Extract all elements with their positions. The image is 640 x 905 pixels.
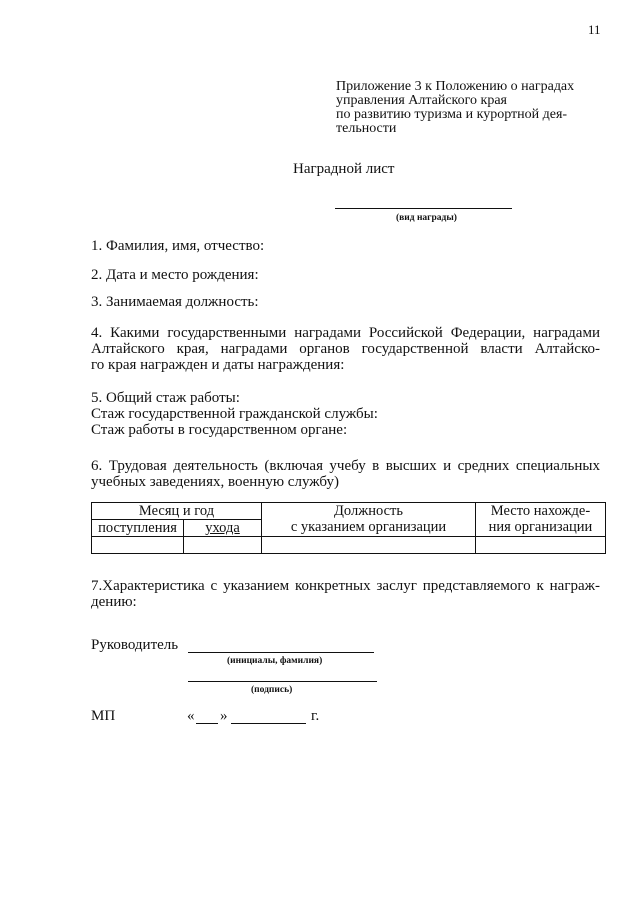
date-month-line[interactable] — [231, 723, 306, 724]
item-awards — [91, 325, 600, 373]
head-name-line[interactable] — [188, 652, 374, 653]
item-awards-line: Алтайского края, наградами органов государственной власти Алтайско- — [91, 341, 600, 357]
appendix-line: тельности — [336, 121, 397, 136]
item-work-line: учебных заведениях, военную службу) — [91, 474, 339, 490]
document-title: Наградной лист — [293, 161, 395, 177]
year-suffix: г. — [311, 708, 320, 724]
award-type-line — [335, 208, 512, 209]
header-position-line: Должность — [334, 503, 403, 519]
item-experience-line: Стаж государственной гражданской службы: — [91, 406, 378, 422]
initials-caption: (инициалы, фамилия) — [227, 656, 323, 666]
signature-line[interactable] — [188, 681, 377, 682]
header-exit-label: ухода — [205, 520, 240, 536]
item-characteristics-line: 7.Характеристика с указанием конкретных заслуг представляемого к награж- — [91, 578, 600, 594]
head-label: Руководитель — [91, 637, 179, 653]
appendix-line: управления Алтайского края — [336, 93, 508, 108]
page-number: 11 — [588, 22, 601, 37]
date-close-quote: » — [220, 708, 228, 724]
header-position — [262, 503, 476, 537]
header-entry: поступления — [92, 520, 184, 537]
item-work-line: 6. Трудовая деятельность (включая учебу в высших и средних специальных — [91, 458, 600, 474]
item-characteristics — [91, 578, 600, 610]
table-cell[interactable] — [184, 537, 262, 554]
item-work-history — [91, 458, 600, 490]
signature-caption: (подпись) — [251, 685, 293, 695]
date-day-line[interactable] — [196, 723, 218, 724]
header-month-year: Месяц и год — [92, 503, 262, 520]
item-position: 3. Занимаемая должность: — [91, 294, 259, 310]
header-location-line: Место нахожде- — [490, 503, 591, 519]
header-exit — [184, 520, 262, 537]
appendix-line: Приложение 3 к Положению о наградах — [336, 79, 575, 94]
award-type-caption: (вид награды) — [396, 213, 457, 223]
stamp-label: МП — [91, 708, 116, 724]
table-cell[interactable] — [92, 537, 184, 554]
item-birth: 2. Дата и место рождения: — [91, 267, 259, 283]
table-header-row — [92, 503, 606, 520]
header-location-line: ния организации — [488, 519, 593, 535]
appendix-line: по развитию туризма и курортной дея- — [336, 107, 568, 122]
item-experience-line: 5. Общий стаж работы: — [91, 390, 240, 406]
appendix-header — [336, 80, 574, 136]
work-history-table — [91, 502, 606, 554]
item-experience — [91, 390, 378, 438]
header-location — [476, 503, 606, 537]
table-cell[interactable] — [262, 537, 476, 554]
date-open-quote: « — [187, 708, 195, 724]
item-full-name: 1. Фамилия, имя, отчество: — [91, 238, 265, 254]
table-cell[interactable] — [476, 537, 606, 554]
item-awards-line: го края награжден и даты награждения: — [91, 357, 345, 373]
item-experience-line: Стаж работы в государственном органе: — [91, 422, 348, 438]
table-row — [92, 537, 606, 554]
item-characteristics-line: дению: — [91, 594, 137, 610]
header-position-line: с указанием организации — [290, 519, 447, 535]
item-awards-line: 4. Какими государственными наградами Российской Федерации, наградами — [91, 325, 600, 341]
